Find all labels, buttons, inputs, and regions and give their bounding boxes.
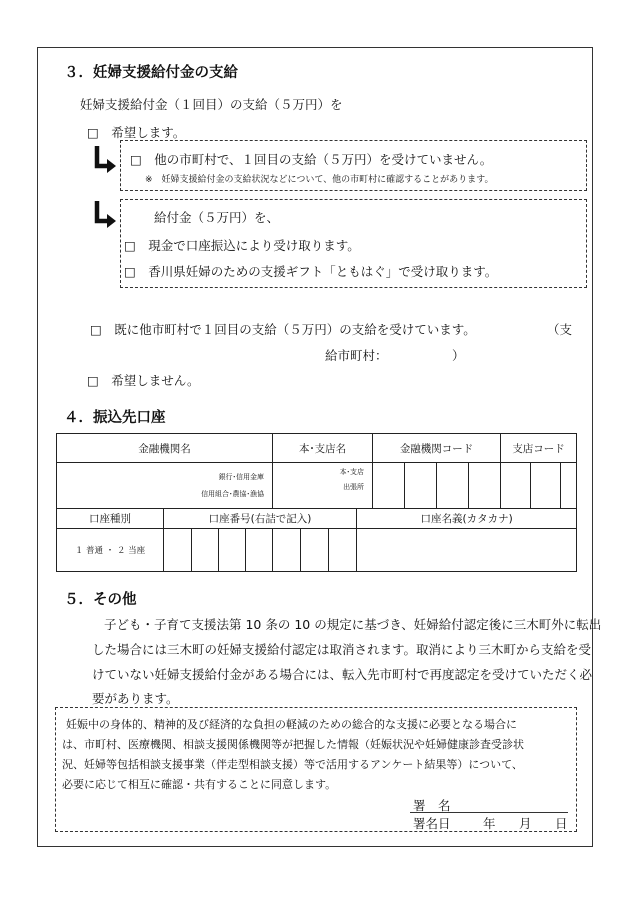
branch-code-digit[interactable] (501, 463, 531, 509)
consent-line: 況、妊婦等包括相談支援事業（伴走型相談支援）等で活用するアンケート結果等）について、 (62, 758, 523, 771)
col-account-number: 口座番号(右詰で記入) (164, 509, 357, 529)
bank-code-digit[interactable] (437, 463, 469, 509)
arrow-down-right-icon (92, 144, 118, 174)
signature-label: 署 名 (413, 798, 451, 813)
account-type-options[interactable]: １ 普通 ・ ２ 当座 (57, 529, 164, 572)
account-name-input[interactable] (357, 529, 577, 572)
consent-line: 妊娠中の身体的、精神的及び経済的な負担の軽減のための総合的な支援に必要となる場合に (66, 718, 517, 731)
bank-code-digit[interactable] (405, 463, 437, 509)
bank-code-digit[interactable] (373, 463, 405, 509)
section5-heading: ５．その他 (64, 592, 137, 608)
date-month: 月 (519, 816, 532, 831)
signature-line[interactable] (410, 812, 568, 813)
account-number-digit[interactable] (329, 529, 357, 572)
col-account-name: 口座名義(カタカナ) (357, 509, 577, 529)
branch-code-digit[interactable] (531, 463, 561, 509)
confirmation-note: ※ 妊婦支援給付金の支給状況などについて、他の市町村に確認することがあります。 (145, 175, 494, 185)
receive-method-label: 給付金（５万円）を、 (154, 210, 280, 225)
col-bank-code: 金融機関コード (373, 434, 501, 463)
para-line: 要があります。 (92, 691, 179, 706)
option-no-checkbox[interactable]: □ 希望しません。 (87, 373, 200, 388)
branch-types-1: 本･支店 (339, 468, 365, 476)
account-number-digit[interactable] (164, 529, 192, 572)
account-number-digit[interactable] (301, 529, 329, 572)
option-wish-checkbox[interactable]: □ 希望します。 (87, 125, 186, 140)
date-year: 年 (483, 816, 496, 831)
option-already-received-checkbox[interactable]: □ 既に他市町村で１回目の支給（５万円）の支給を受けています。 (90, 322, 476, 337)
option-cash-transfer-checkbox[interactable]: □ 現金で口座振込により受け取ります。 (124, 238, 360, 253)
bank-name-input[interactable] (57, 463, 273, 509)
date-label: 署名日 (413, 816, 451, 831)
col-account-type: 口座種別 (57, 509, 164, 529)
account-number-digit[interactable] (246, 529, 273, 572)
account-number-digit[interactable] (273, 529, 301, 572)
account-number-digit[interactable] (192, 529, 219, 572)
branch-types-2: 出張所 (343, 483, 365, 491)
section3-heading: ３．妊婦支援給付金の支給 (64, 65, 238, 81)
date-day: 日 (555, 816, 568, 831)
para-line: した場合には三木町の妊婦支援給付認定は取消されます。取消により三木町から支給を受 (92, 642, 592, 657)
bank-types-2: 信用組合･農協･漁協 (201, 490, 265, 498)
col-branch-code: 支店コード (501, 434, 577, 463)
col-bank-name: 金融機関名 (57, 434, 273, 463)
para-line: けていない妊婦支援給付金がある場合には、転入先市町村で再度認定を受けていただく必 (92, 667, 593, 682)
account-number-digit[interactable] (219, 529, 246, 572)
branch-code-digit[interactable] (561, 463, 577, 509)
consent-line: は、市町村、医療機関、相談支援関係機関等が把握した情報（妊娠状況や妊婦健康診査受診状 (62, 738, 524, 751)
municipality-label: 給市町村： (325, 348, 388, 363)
consent-line: 必要に応じて相互に確認・共有することに同意します。 (62, 778, 337, 791)
para-line: 子ども・子育て支援法第 10 条の 10 の規定に基づき、妊婦給付認定後に三木町外に転出 (104, 617, 602, 632)
paren-open: （支 (547, 322, 573, 337)
branch-name-input[interactable] (273, 463, 373, 509)
option-gift-checkbox[interactable]: □ 香川県妊婦のための支援ギフト「ともはぐ」で受け取ります。 (124, 264, 498, 279)
arrow-down-right-icon (92, 199, 118, 229)
section3-intro: 妊婦支援給付金（１回目）の支給（５万円）を (80, 97, 343, 112)
bank-account-table (56, 433, 577, 572)
bank-code-digit[interactable] (469, 463, 501, 509)
option-not-received-checkbox[interactable]: □ 他の市町村で、１回目の支給（５万円）を受けていません。 (130, 152, 493, 167)
paren-close: ） (452, 348, 465, 363)
section4-heading: ４．振込先口座 (64, 410, 166, 426)
bank-types-1: 銀行･信用金庫 (218, 473, 265, 481)
col-branch-name: 本･支店名 (273, 434, 373, 463)
